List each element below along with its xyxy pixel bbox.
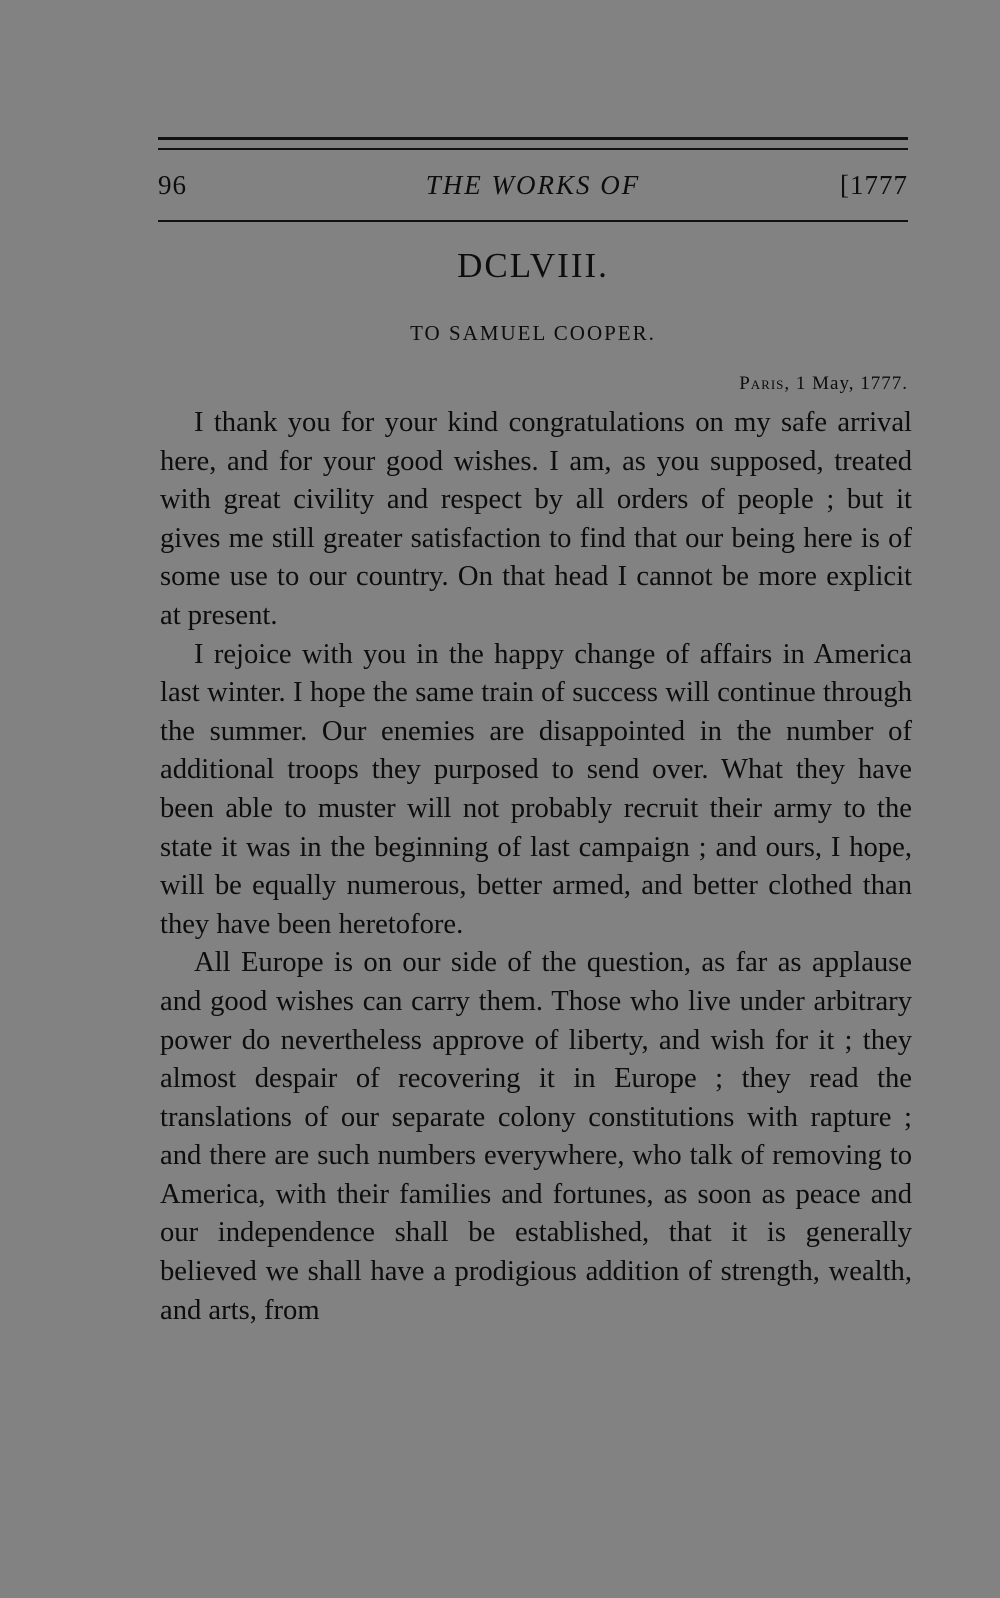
page-number: 96 [158, 170, 187, 200]
running-title: THE WORKS OF [425, 170, 641, 200]
year-marker: [1777 [840, 170, 908, 200]
top-double-rule-lower [158, 148, 908, 150]
paragraph-3: All Europe is on our side of the question, as far as applause and good wishes can carry them. Those who live under arbitrary power do nevertheless approve of liberty, and wish for it ; they almost despair of recovering it in Europe ; they read the translations of our separate colony constitutions with rapture ; and there are such numbers everywhere, who talk of removing to America, with their families and fortunes, as soon as peace and our independence shall be established, that it is generally believed we shall have a prodigious addition of strength, wealth, and arts, from [160, 947, 912, 1326]
dateline-date: 1 May, 1777. [795, 373, 908, 394]
paragraph-2: I rejoice with you in the happy change of affairs in America last winter. I hope the same train of success will continue through the summer. Our enemies are disappointed in the number of additional troops they purposed to send over. What they have been able to muster will not probably recruit their army to the state it was in the beginning of last campaign ; and ours, I hope, will be equally numerous, better armed, and better clothed than they have been heretofore. [160, 638, 912, 940]
paragraph-1: I thank you for your kind congratulations on my safe arrival here, and for your good wishes. I am, as you supposed, treated with great civility and respect by all orders of people ; but it gives me still greater satisfaction to find that our being here is of some use to our country. On that head I cannot be more explicit at present. [160, 407, 912, 631]
letter-dateline [739, 373, 908, 395]
letter-number: DCLVIII. [457, 246, 609, 285]
header-rule [158, 220, 908, 222]
letter-body [160, 404, 912, 1330]
top-double-rule-upper [158, 137, 908, 140]
running-head [158, 170, 908, 206]
letter-addressee: TO SAMUEL COOPER. [410, 321, 656, 345]
dateline-place: Paris, [739, 373, 791, 394]
